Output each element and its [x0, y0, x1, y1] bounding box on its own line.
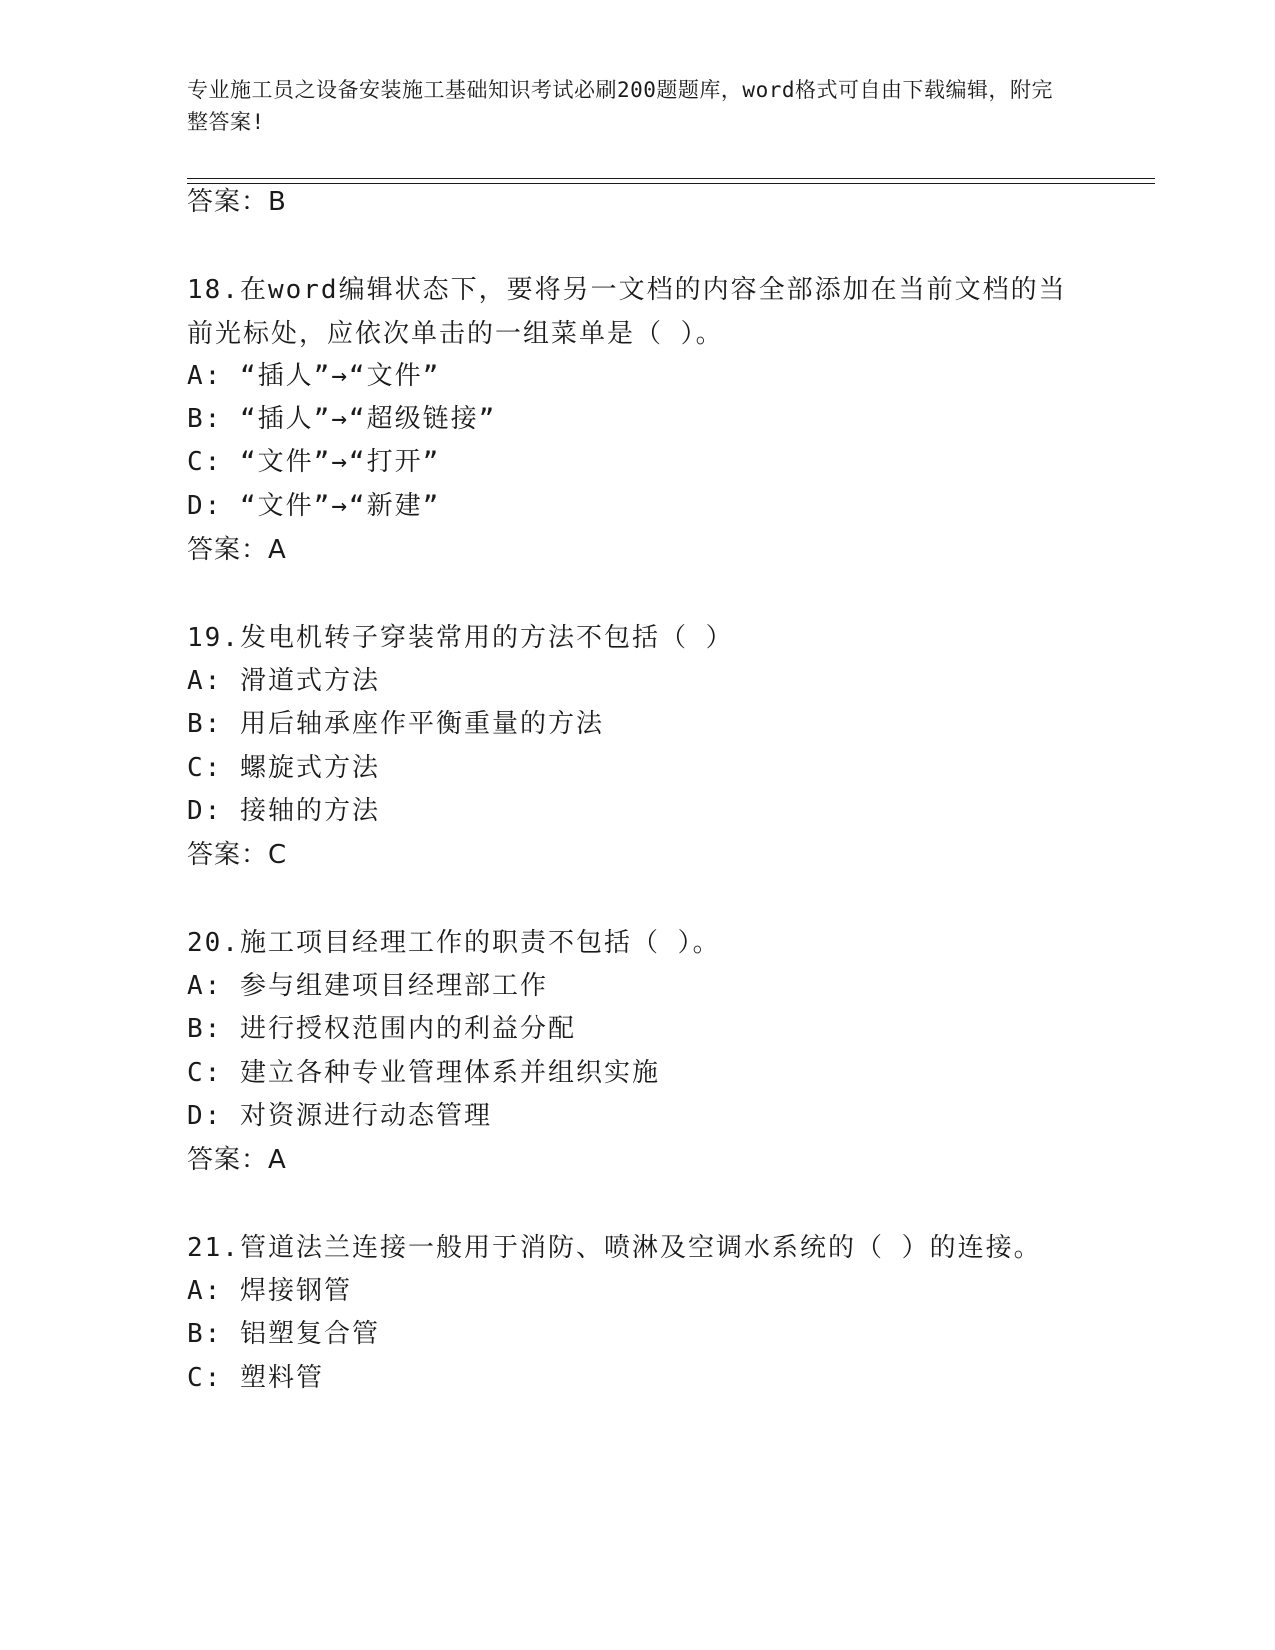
question-19-option-d: D: 接轴的方法 — [187, 796, 380, 826]
question-18-option-c: C: “文件”→“打开” — [187, 447, 441, 477]
question-18-option-d: D: “文件”→“新建” — [187, 491, 441, 521]
question-18-option-a: A: “插人”→“文件” — [187, 361, 441, 391]
question-18: 18.在word编辑状态下，要将另一文档的内容全部添加在当前文档的当前光标处，应依次单击的一组菜单是（ ）。 — [187, 275, 1067, 349]
question-21-option-a: A: 焊接钢管 — [187, 1276, 352, 1306]
question-20-option-c: C: 建立各种专业管理体系并组织实施 — [187, 1058, 660, 1088]
question-19-option-c: C: 螺旋式方法 — [187, 753, 380, 783]
question-21: 21.管道法兰连接一般用于消防、喷淋及空调水系统的（ ）的连接。 — [187, 1233, 1042, 1263]
question-20-option-b: B: 进行授权范围内的利益分配 — [187, 1014, 576, 1044]
question-20-option-a: A: 参与组建项目经理部工作 — [187, 971, 548, 1001]
answer-previous: 答案：B — [187, 187, 287, 217]
question-18-option-b: B: “插人”→“超级链接” — [187, 404, 497, 434]
question-19-option-b: B: 用后轴承座作平衡重量的方法 — [187, 709, 604, 739]
question-19-option-a: A: 滑道式方法 — [187, 666, 380, 696]
question-19: 19.发电机转子穿装常用的方法不包括（ ） — [187, 623, 734, 653]
document-header: 专业施工员之设备安装施工基础知识考试必刷200题题库，word格式可自由下载编辑，附完整答案! — [187, 78, 1053, 134]
question-18-answer: 答案：A — [187, 535, 287, 565]
question-19-answer: 答案：C — [187, 840, 288, 870]
question-21-option-c: C: 塑料管 — [187, 1363, 324, 1393]
header-rule-bottom — [187, 183, 1155, 184]
question-20-option-d: D: 对资源进行动态管理 — [187, 1101, 492, 1131]
question-21-option-b: B: 铝塑复合管 — [187, 1319, 380, 1349]
question-20: 20.施工项目经理工作的职责不包括（ ）。 — [187, 928, 721, 958]
question-20-answer: 答案：A — [187, 1145, 287, 1175]
header-rule-top — [187, 178, 1155, 179]
